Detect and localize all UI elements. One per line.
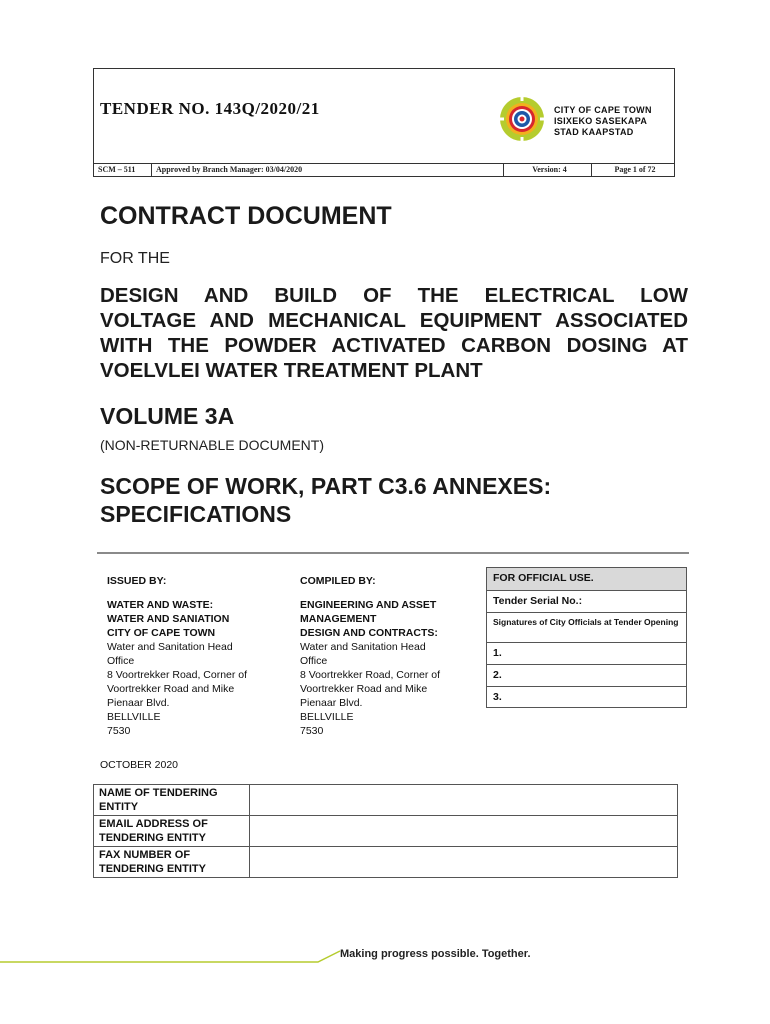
- compiled-by-address: ENGINEERING AND ASSET MANAGEMENT DESIGN AND CONTRACTS: Water and Sanitation Head Office 8 Voortrekker Road, Corner of Voortrekker Road and Mike Pienaar Blvd. BELLVILLE 7530: [300, 599, 441, 737]
- fax-of-entity-label: FAX NUMBER OF TENDERING ENTITY: [94, 847, 250, 878]
- tender-serial-field: Tender Serial No.:: [487, 590, 686, 612]
- document-date: OCTOBER 2020: [100, 759, 179, 771]
- city-emblem-icon: [494, 94, 550, 144]
- table-row: [94, 847, 678, 878]
- version-label: Version: 4: [504, 163, 592, 177]
- logo-text: CITY OF CAPE TOWN ISIXEKO SASEKAPA STAD KAAPSTAD: [554, 105, 652, 137]
- issued-by-address: WATER AND WASTE: WATER AND SANIATION CITY OF CAPE TOWN Water and Sanitation Head Office 8 Voortrekker Road, Corner of Voortrekker Road and Mike Pienaar Blvd. BELLVILLE 7530: [107, 599, 248, 737]
- tender-number: TENDER NO. 143Q/2020/21: [100, 99, 320, 118]
- table-row: [94, 785, 678, 816]
- email-of-entity-value[interactable]: [250, 816, 678, 847]
- official-use-box: [486, 567, 687, 708]
- page-number: Page 1 of 72: [614, 165, 656, 174]
- signatures-label: Signatures of City Officials at Tender Opening: [487, 612, 686, 642]
- scm-code: SCM – 511: [94, 163, 152, 177]
- footer-tagline: Making progress possible. Together.: [340, 948, 531, 960]
- table-row: [94, 816, 678, 847]
- volume-heading: VOLUME 3A: [100, 403, 235, 429]
- email-of-entity-label: EMAIL ADDRESS OF TENDERING ENTITY: [94, 816, 250, 847]
- name-of-entity-label: NAME OF TENDERING ENTITY: [94, 785, 250, 816]
- document-header: [93, 68, 675, 177]
- compiled-by-label: COMPILED BY:: [300, 575, 376, 587]
- official-use-title: FOR OFFICIAL USE.: [487, 568, 686, 590]
- city-logo: [494, 94, 674, 144]
- scope-heading: SCOPE OF WORK, PART C3.6 ANNEXES: SPECIFICATIONS: [100, 473, 552, 527]
- for-the-label: FOR THE: [100, 250, 170, 267]
- issued-by-label: ISSUED BY:: [107, 575, 167, 587]
- name-of-entity-value[interactable]: [250, 785, 678, 816]
- tendering-entity-table: [93, 784, 678, 878]
- section-divider: [97, 552, 689, 554]
- approval-note: Approved by Branch Manager: 03/04/2020: [152, 163, 504, 177]
- signature-slot-2: 2.: [487, 664, 686, 686]
- signature-slot-1: 1.: [487, 642, 686, 664]
- project-title: DESIGN AND BUILD OF THE ELECTRICAL LOW VOLTAGE AND MECHANICAL EQUIPMENT ASSOCIATED WITH THE POWDER ACTIVATED CARBON DOSING AT VOELVLEI WATER TREATMENT PLANT: [100, 284, 688, 382]
- fax-of-entity-value[interactable]: [250, 847, 678, 878]
- signature-slot-3: 3.: [487, 686, 686, 707]
- footer-swoosh-icon: [0, 950, 345, 964]
- contract-heading: CONTRACT DOCUMENT: [100, 202, 392, 230]
- non-returnable-note: (NON-RETURNABLE DOCUMENT): [100, 437, 324, 453]
